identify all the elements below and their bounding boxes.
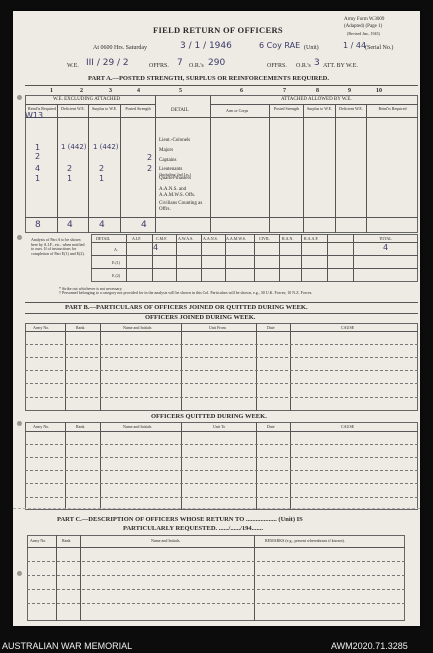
- divider: [25, 85, 418, 86]
- hand-total: 4: [141, 220, 147, 230]
- joined-col: Date: [267, 325, 275, 330]
- analysis-head: R.A.A.F.: [304, 236, 319, 241]
- ors-handwritten: 290: [208, 58, 226, 68]
- joined-col: Name and Initials: [123, 325, 152, 330]
- part-a-title: PART A.—POSTED STRENGTH, SURPLUS OR REINFORCEMENTS REQUIRED.: [88, 75, 329, 82]
- joined-col: Army No.: [33, 325, 50, 330]
- footer-bar: [0, 636, 433, 653]
- serial-label: (Serial No.): [365, 45, 394, 51]
- form-page: Army Form W.3009 (Adapted) (Page 1) (Revised Jan., 1943) FIELD RETURN OF OFFICERS At 0600 Hrs. Saturday 3 / 1 / 1946 6 Coy RAE (Unit) 1 / 44 (Serial No.) W.E. III / 29 / 2 OFFRS. 7 O.R.'s 290 OFFRS. O.R.'s 3 ATT. BY W.E. PART A.—POSTED STRENGTH, SURPLUS OR REINFORCEMENTS REQUIRED. 1 2 3 4 5 6 7 8 9 10 W.E. EXCLUDING ATTACHED ATTACHED ALLOWED BY W.E. Reinf'ts Required Deficient W.E. Surplus to W.E. Posted Strength DETAIL Arm or Corps Posted Strength Surplus to W.E. Deficient W.E. Reinf'ts Required Lieut.-Colonels Majors Captains Lieutenants (Including 2nd Lts.) Quarter-masters A.A.N.S. and A.A.M.W.S. Offs. Civilians Counting as Offrs. W13 1 1 (442) 1 (442) 2 2 4 2 2 2 1 1 1 8 4 4 4 Analysis of Part A to be shown here by A.I.F., etc., when notified to ours. If of instructions for completion of Part E(1) and E(2). DETAIL A.I.F. C.M.F. A.W.A.S. A.A.N.S. A.A.M.W.S. CIVIL R.A.N. R.A.A.F. TOTAL A. E.(1) E.(2) 4 4 * Strike out whichever is not necessary. † Personnel belonging to a category not provided for in the analysis will be shown in this Col. Particulars will be shown, e.g., 30 U.K. Forces; 10 N.Z. Forces. PART B.—PARTICULARS OF OFFICERS JOINED OR QUITTED DURING WEEK. OFFICERS JOINED DURING WEEK. Army No. Rank Name and Initials Unit From Date CAUSE OFFICERS QUITTED DURING WEEK. Army No. Rank Name and Initials Unit To Date CAUSE PART C.—DESCRIPTION OF OFFICERS WHOSE RETURN TO ................... (Unit) IS PARTICULARLY REQUESTED. ....../....../194....... Army No. Rank Name and Initials. REMARKS (e.g., present whereabouts if known).: [13, 11, 420, 626]
- form-title: FIELD RETURN OF OFFICERS: [153, 25, 283, 35]
- col-head: Posted Strength: [273, 106, 300, 111]
- col-head: Deficient W.E.: [61, 106, 85, 111]
- hand-total: 4: [99, 220, 105, 230]
- date-handwritten: 3 / 1 / 1946: [180, 41, 232, 51]
- part-c-col: Army No.: [30, 538, 47, 543]
- hand-value: 2: [147, 164, 153, 173]
- unit-handwritten: 6 Coy RAE: [259, 41, 301, 50]
- hand-value: 2: [35, 152, 41, 161]
- form-revised: (Revised Jan., 1943): [347, 31, 380, 36]
- analysis-aif-value: 4: [153, 243, 159, 252]
- detail-aans: A.A.N.S. and A.A.M.W.S. Offs.: [159, 187, 196, 198]
- detail-quartermasters: Quarter-masters: [159, 176, 192, 181]
- analysis-head: A.A.N.S.: [203, 236, 218, 241]
- hand-value: 1 (442): [93, 143, 119, 151]
- offrs-handwritten: 7: [177, 58, 183, 68]
- quitted-col: Unit To: [213, 424, 226, 429]
- part-c-title-2: PARTICULARLY REQUESTED. ....../....../194.......: [123, 525, 264, 532]
- at-line-label: At 0600 Hrs. Saturday: [93, 45, 147, 51]
- attached-allowed-label: ATTACHED ALLOWED BY W.E.: [281, 97, 352, 102]
- detail-majors: Majors: [159, 148, 174, 153]
- analysis-head: C.M.F.: [156, 236, 168, 241]
- we-excluding-label: W.E. EXCLUDING ATTACHED: [53, 97, 121, 102]
- form-number: Army Form W.3009: [344, 17, 385, 22]
- analysis-head: CIVIL: [259, 236, 270, 241]
- form-adapted: (Adapted) (Page 1): [344, 24, 383, 29]
- part-c-title-1: PART C.—DESCRIPTION OF OFFICERS WHOSE RETURN TO ................... (Unit) IS: [57, 516, 303, 523]
- unit-label: (Unit): [304, 45, 319, 51]
- we-label: W.E.: [67, 63, 79, 69]
- quitted-col: Name and Initials: [123, 424, 152, 429]
- detail-lieutenants: Lieutenants: [159, 167, 183, 172]
- att-label: ATT. BY W.E.: [323, 63, 358, 69]
- ors2-handwritten: 3: [314, 58, 320, 68]
- analysis-head: R.A.N.: [282, 236, 294, 241]
- part-a-grid: [25, 95, 418, 233]
- detail-lieut-note: (Including 2nd Lts.): [159, 172, 192, 177]
- analysis-row-e2: E.(2): [112, 273, 121, 278]
- fold-line: [13, 508, 420, 509]
- we-handwritten: III / 29 / 2: [86, 58, 129, 68]
- analysis-head: A.W.A.S.: [178, 236, 194, 241]
- hand-total: 4: [67, 220, 73, 230]
- part-c-col: REMARKS (e.g., present whereabouts if known).: [265, 538, 345, 543]
- detail-civilians: Civilians Counting as Offrs.: [159, 201, 203, 212]
- detail-captains: Captains: [159, 158, 177, 163]
- footer-left: AUSTRALIAN WAR MEMORIAL: [2, 641, 133, 651]
- punch-hole: [17, 235, 22, 240]
- joined-col: Rank: [76, 325, 85, 330]
- quitted-col: Date: [267, 424, 275, 429]
- hand-value: 1 (442): [61, 143, 87, 151]
- col-head: Deficient W.E.: [339, 106, 363, 111]
- quitted-col: Army No.: [33, 424, 50, 429]
- col-head: Reinf'ts Required: [28, 106, 56, 111]
- quitted-title: OFFICERS QUITTED DURING WEEK.: [151, 413, 267, 420]
- hand-value: 2: [99, 164, 105, 173]
- col-head: Arm or Corps: [226, 108, 249, 113]
- joined-title: OFFICERS JOINED DURING WEEK.: [145, 314, 256, 321]
- punch-hole: [17, 95, 22, 100]
- detail-lieut-colonels: Lieut.-Colonels: [159, 138, 191, 143]
- col-head: Reinf'ts Required: [378, 106, 407, 111]
- footnote: * Strike out whichever is not necessary.: [59, 286, 123, 291]
- col-head: Posted Strength: [125, 106, 151, 111]
- footnote: † Personnel belonging to a category not provided for in the analysis will be shown in this Col. Particulars will be shown, e.g., 30 U.K. Forces; 10 N.Z. Forces.: [59, 290, 313, 295]
- analysis-head: TOTAL: [379, 236, 392, 241]
- analysis-head: A.I.F.: [132, 236, 142, 241]
- ors-label: O.R.'s: [189, 63, 204, 69]
- analysis-total-value: 4: [383, 243, 389, 252]
- part-c-table: [27, 535, 405, 621]
- analysis-note: Analysis of Part A to be shown here by A.I.F., etc., when notified to ours. If of instructions for completion of Part E(1) and E(2).: [31, 237, 85, 256]
- ors2-label: O.R.'s: [296, 63, 311, 69]
- quitted-col: CAUSE: [341, 424, 355, 429]
- hand-value: 1: [35, 174, 41, 183]
- col-head: Surplus to W.E.: [306, 106, 333, 111]
- offrs2-label: OFFRS.: [267, 63, 287, 69]
- hand-value: 4: [35, 164, 41, 173]
- hand-value: 1: [67, 174, 73, 183]
- col-head: DETAIL: [171, 108, 189, 113]
- hand-total: 8: [35, 220, 41, 230]
- joined-col: Unit From: [209, 325, 226, 330]
- col-head: Surplus to W.E.: [91, 106, 118, 111]
- hand-we13: W13: [25, 111, 44, 120]
- analysis-head: A.A.M.W.S.: [226, 236, 246, 241]
- hand-value: 1: [99, 174, 105, 183]
- part-c-col: Name and Initials.: [151, 538, 181, 543]
- joined-col: CAUSE: [341, 325, 355, 330]
- footer-right: AWM2020.71.3285: [331, 641, 408, 651]
- part-c-col: Rank: [62, 538, 71, 543]
- quitted-col: Rank: [76, 424, 85, 429]
- punch-hole: [17, 421, 22, 426]
- hand-value: 1: [35, 143, 41, 152]
- analysis-row-e1: E.(1): [112, 260, 121, 265]
- hand-value: 2: [67, 164, 73, 173]
- offrs-label: OFFRS.: [149, 63, 169, 69]
- punch-hole: [17, 571, 22, 576]
- analysis-row-a: A.: [114, 247, 118, 252]
- hand-value: 2: [147, 153, 153, 162]
- serial-handwritten: 1 / 44: [343, 41, 367, 50]
- part-b-title: PART B.—PARTICULARS OF OFFICERS JOINED OR QUITTED DURING WEEK.: [65, 304, 308, 311]
- analysis-head: DETAIL: [96, 236, 111, 241]
